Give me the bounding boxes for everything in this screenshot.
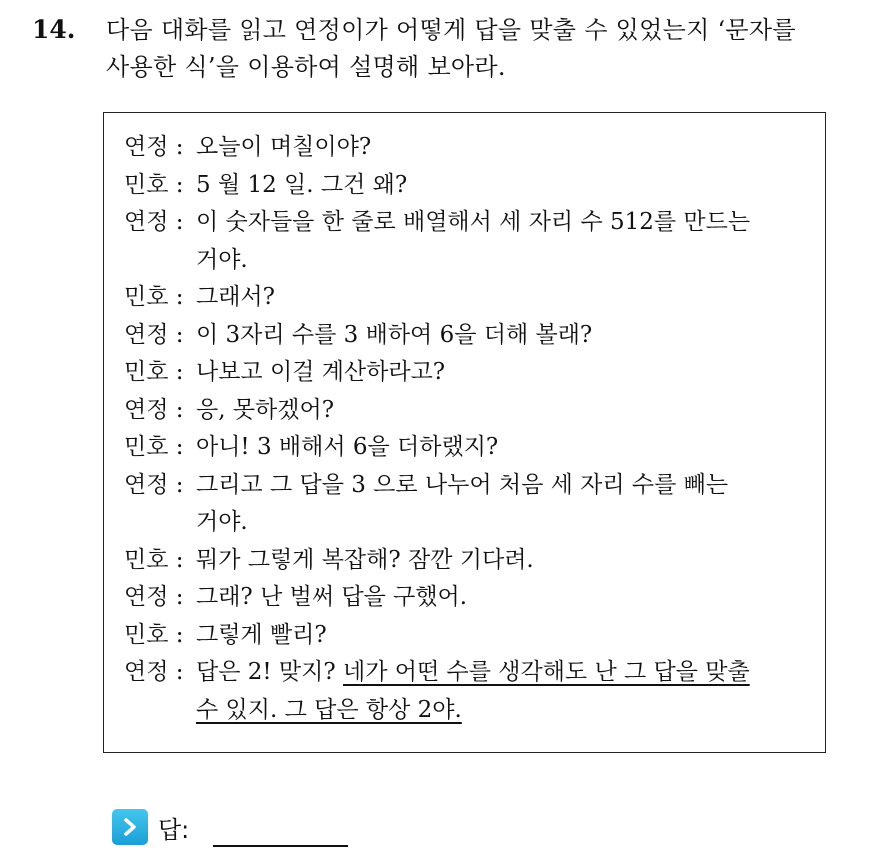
dialogue-box	[103, 112, 826, 753]
dialogue-turn	[124, 429, 807, 467]
speech-text	[196, 617, 807, 655]
speaker-label: 민호 :	[124, 171, 184, 198]
dialogue-turn	[124, 617, 807, 655]
dialogue-turn	[124, 129, 807, 167]
speech-line: 이 3자리 수를 3 배하여 6을 더해 볼래?	[196, 321, 593, 348]
underlined-text: 수 있지. 그 답은 항상 2야.	[196, 696, 462, 723]
speech-line: 오늘이 며칠이야?	[196, 134, 372, 160]
dialogue-turn	[124, 467, 807, 542]
question-line: 다음 대화를 읽고 연정이가 어떻게 답을 맞출 수 있었는지 ‘문자를	[106, 16, 796, 44]
answer-row	[112, 808, 189, 846]
speech-text	[196, 354, 807, 392]
speech-text	[196, 279, 807, 317]
speaker-label: 연정 :	[124, 471, 184, 498]
speaker-label: 연정 :	[124, 209, 184, 235]
speech-line: 거야.	[196, 509, 248, 535]
speech-text	[196, 467, 807, 542]
speech-text	[196, 167, 807, 205]
speech-line	[196, 692, 807, 730]
speech-text	[196, 579, 807, 617]
question	[32, 12, 872, 86]
speaker-label: 연정 :	[124, 659, 184, 685]
dialogue-turns	[124, 129, 807, 654]
speech-text	[196, 654, 807, 729]
speaker-label: 민호 :	[124, 621, 184, 648]
dialogue-turn	[124, 167, 807, 205]
speech-line: 응, 못하겠어?	[196, 396, 335, 423]
question-line: 사용한 식’을 이용하여 설명해 보아라.	[106, 53, 506, 81]
dialogue-turn	[124, 654, 807, 729]
speech-text	[196, 429, 807, 467]
speech-text	[196, 129, 807, 167]
dialogue-turn	[124, 204, 807, 279]
question-text	[106, 12, 872, 86]
dialogue-turn	[124, 392, 807, 430]
dialogue-turn	[124, 354, 807, 392]
question-number: 14.	[32, 15, 76, 44]
speech-line: 뭐가 그렇게 복잡해? 잠깐 기다려.	[196, 546, 534, 573]
answer-label: 답:	[158, 815, 190, 844]
speech-text	[196, 392, 807, 430]
speech-line: 아니! 3 배해서 6을 더하랬지?	[196, 434, 499, 460]
chevron-right-icon	[112, 809, 148, 845]
speech-line: 5 월 12 일. 그건 왜?	[196, 171, 408, 198]
speech-line: 그리고 그 답을 3 으로 나누어 처음 세 자리 수를 빼는	[196, 471, 729, 498]
dialogue-turn	[124, 279, 807, 317]
speech-line: 이 숫자들을 한 줄로 배열해서 세 자리 수 512를 만드는	[196, 209, 751, 235]
speech-plain: 답은 2! 맞지?	[196, 659, 344, 685]
speech-text	[196, 204, 807, 279]
speaker-label: 민호 :	[124, 434, 184, 460]
speaker-label: 연정 :	[124, 396, 184, 423]
speaker-label: 연정 :	[124, 134, 184, 160]
underlined-text: 네가 어떤 수를 생각해도 난 그 답을 맞출	[343, 659, 750, 685]
speech-line	[196, 654, 807, 692]
speech-line: 거야.	[196, 246, 248, 273]
speech-line: 그렇게 빨리?	[196, 621, 327, 648]
speaker-label: 민호 :	[124, 546, 184, 573]
speech-line: 그래서?	[196, 284, 275, 310]
speech-line: 나보고 이걸 계산하라고?	[196, 359, 446, 385]
speech-text	[196, 542, 807, 580]
speaker-label: 연정 :	[124, 321, 184, 348]
dialogue-turn	[124, 579, 807, 617]
speech-text	[196, 317, 807, 355]
dialogue-turn	[124, 542, 807, 580]
speaker-label: 연정 :	[124, 584, 184, 610]
speaker-label: 민호 :	[124, 284, 184, 310]
answer-blank[interactable]	[213, 845, 348, 847]
speech-line: 그래? 난 벌써 답을 구했어.	[196, 584, 468, 610]
dialogue-turn	[124, 317, 807, 355]
speaker-label: 민호 :	[124, 359, 184, 385]
